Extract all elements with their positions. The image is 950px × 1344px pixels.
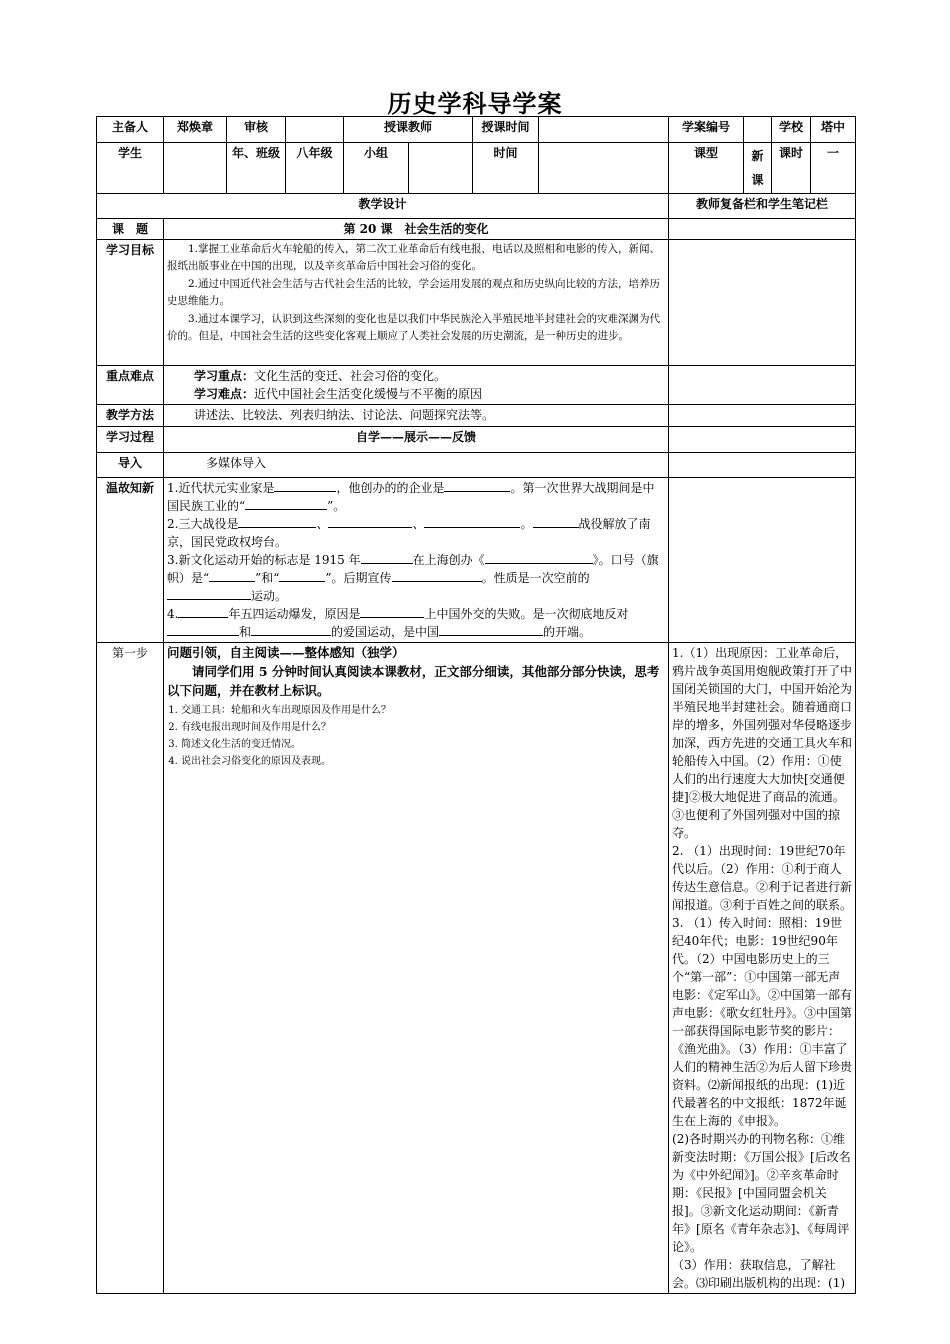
question-item: 2. 有线电报出现时间及作用是什么？ bbox=[181, 719, 665, 736]
shouke-label: 授课教师 bbox=[344, 117, 473, 143]
xuesheng-value bbox=[164, 143, 227, 194]
design-label: 教学设计 bbox=[97, 194, 669, 219]
goal-item: 2.通过中国近代社会生活与古代社会生活的比较，学会运用发展的观点和历史纵向比较的方法，培养历史思维能力。 bbox=[167, 277, 661, 308]
shijian-value bbox=[539, 117, 669, 143]
review-q4: 4. 年五四运动爆发，原因是 上中国外交的失败。是一次彻底地反对和 的爱国运动，是中国 的开端。 bbox=[167, 607, 629, 639]
step1-label: 第一步 bbox=[97, 643, 164, 1294]
bianhao-label: 学案编号 bbox=[669, 117, 744, 143]
keypoints-notes bbox=[669, 366, 856, 405]
xuexiao-label: 学校 bbox=[772, 117, 811, 143]
goal-item: 3.通过本课学习，认识到这些深刻的变化也是以我们中华民族沦入半殖民地半封建社会的灾难深渊为代价的。但是，中国社会生活的这些变化客观上顺应了人类社会发展的历史潮流，是一种历史的进步。 bbox=[167, 312, 661, 343]
shijian2-value bbox=[539, 143, 669, 194]
xuesheng-label: 学生 bbox=[97, 143, 164, 194]
kexing-value: 新课 bbox=[744, 143, 772, 194]
intro-text: 多媒体导入 bbox=[164, 453, 669, 478]
goal-item: 1.掌握工业革命后火车轮船的传入，第二次工业革命后有线电报，电话以及照相和电影的传入，新闻、报纸出版事业在中国的出现，以及辛亥革命后中国社会习俗的变化。 bbox=[167, 243, 661, 273]
goals-label: 学习目标 bbox=[97, 240, 164, 366]
review-q2: 2.三大战役是 、 、 。 战役解放了南京，国民党政权垮台。 bbox=[167, 517, 651, 549]
shenhe-label: 审核 bbox=[227, 117, 286, 143]
goals-notes bbox=[669, 240, 856, 366]
page-title: 历史学科导学案 bbox=[387, 89, 563, 118]
method-notes bbox=[669, 405, 856, 427]
step1-notes: 1.（1）出现原因：工业革命后，鸦片战争英国用炮舰政策打开了中国闭关锁国的大门，中国开始沦为半殖民地半封建社会。随着通商口岸的增多，外国列强对华侵略逐步加深，西方先进的交通工具火车和轮船传入中国。（2）作用：①使人们的出行速度大大加快[交通便捷]②极大地促进了商品的流通。③也便利了外国列强对中国的掠夺。 2. （1）出现时间：19世纪70年代以后。（2）作用：①利于商人传达生意信息。②利于记者进行新闻报道。③利于百姓之间的联系。 3. （1）传入时间：照相：19世纪40年代；电影：19世纪90年代。（2）中国电影历史上的三个“第一部”：①中国第一部无声电影：《定军山》。②中国第一部有声电影：《歌女红牡丹》。③中国第一部获得国际电影节奖的影片：《渔光曲》。（3）作用：①丰富了人们的精神生活②为后人留下珍贵资料。⑵新闻报纸的出现：(1)近代最著名的中文报纸：1872年诞生在上海的《申报》。 (2)各时期兴办的刊物名称：①维新变法时期：《万国公报》[后改名为《中外纪闻》]。②辛亥革命时期：《民报》[中国同盟会机关报]。③新文化运动期间：《新青年》[原名《青年杂志》]、《每周评论》。 （3）作用：获取信息，了解社会。⑶印刷出版机构的出现：(1) bbox=[669, 643, 856, 1294]
zhubeiren-value: 郑焕章 bbox=[164, 117, 227, 143]
lesson-plan-table bbox=[96, 116, 856, 1294]
goals-content bbox=[164, 240, 669, 366]
difficulty-label: 学习难点： bbox=[194, 387, 255, 401]
process-label: 学习过程 bbox=[97, 427, 164, 453]
review-q3: 3.新文化运动开始的标志是 1915 年 在上海创办《 》。口号（旗帜）是“ ”和“ ”。后期宣传 。性质是一次空前的运动。 bbox=[167, 553, 659, 603]
question-item: 3. 简述文化生活的变迁情况。 bbox=[181, 736, 665, 753]
keypoints-label: 重点难点 bbox=[97, 366, 164, 405]
keypoints-content bbox=[164, 366, 669, 405]
step1-questions bbox=[167, 702, 665, 770]
xiaozu-label: 小组 bbox=[344, 143, 409, 194]
review-label: 温故知新 bbox=[97, 478, 164, 643]
process-notes bbox=[669, 427, 856, 453]
shenhe-value bbox=[286, 117, 344, 143]
banji-value: 八年级 bbox=[286, 143, 344, 194]
step1-content bbox=[164, 643, 669, 1294]
step1-heading: 问题引领，自主阅读——整体感知（独学） bbox=[167, 645, 405, 660]
zhubeiren-label: 主备人 bbox=[97, 117, 164, 143]
keshi-label: 课时 bbox=[772, 143, 811, 194]
question-item: 1. 交通工具：轮船和火车出现原因及作用是什么？ bbox=[181, 702, 665, 719]
xiaozu-value bbox=[409, 143, 473, 194]
xuexiao-value: 塔中 bbox=[811, 117, 856, 143]
kexing-label: 课型 bbox=[669, 143, 744, 194]
shijian-label: 授课时间 bbox=[473, 117, 539, 143]
intro-label: 导入 bbox=[97, 453, 164, 478]
banji-label: 年、班级 bbox=[227, 143, 286, 194]
review-content bbox=[164, 478, 669, 643]
shijian2-label: 时间 bbox=[473, 143, 539, 194]
review-q1: 1.近代状元实业家是 ，他创办的的企业是 。第一次世界大战期间是中国民族工业的“ ”。 bbox=[167, 481, 655, 513]
bianhao-value bbox=[744, 117, 772, 143]
method-text: 讲述法、比较法、列表归纳法、讨论法、问题探究法等。 bbox=[164, 405, 669, 427]
focus-label: 学习重点： bbox=[194, 369, 255, 383]
step1-intro: 请同学们用 5 分钟时间认真阅读本课教材，正文部分细读，其他部分部分快读，思考以下问题，并在教材上标识。 bbox=[167, 664, 660, 698]
keshi-value: 一 bbox=[811, 143, 856, 194]
focus-text: 文化生活的变迁、社会习俗的变化。 bbox=[254, 369, 447, 383]
topic-label: 课 题 bbox=[97, 219, 164, 240]
difficulty-text: 近代中国社会生活变化缓慢与不平衡的原因 bbox=[254, 387, 483, 401]
method-label: 教学方法 bbox=[97, 405, 164, 427]
topic-value: 第 20 课 社会生活的变化 bbox=[164, 219, 669, 240]
notes-column-label: 教师复备栏和学生笔记栏 bbox=[669, 194, 856, 219]
review-notes bbox=[669, 478, 856, 643]
topic-notes bbox=[669, 219, 856, 240]
process-text: 自学——展示——反馈 bbox=[164, 427, 669, 453]
question-item: 4. 说出社会习俗变化的原因及表现。 bbox=[181, 753, 665, 770]
intro-notes bbox=[669, 453, 856, 478]
